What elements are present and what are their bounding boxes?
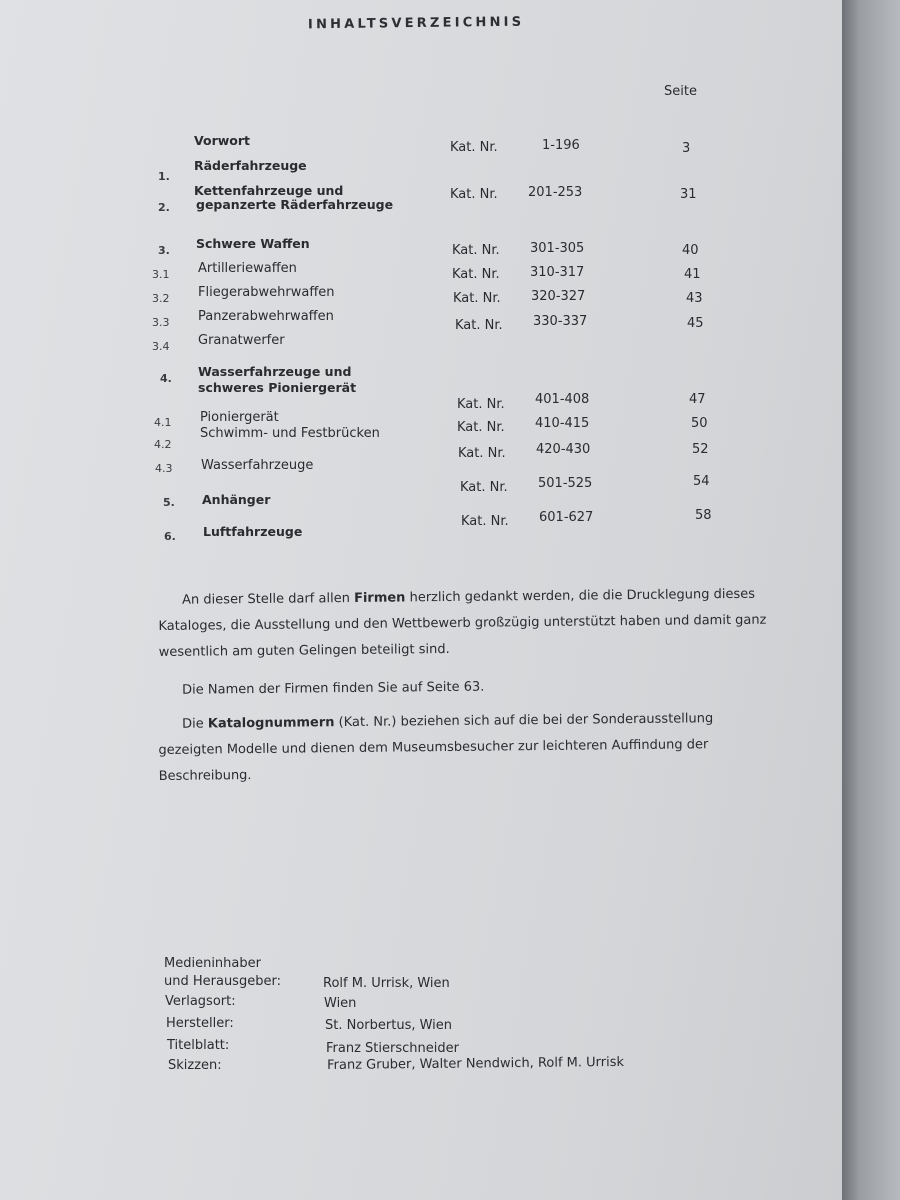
toc-kat: Kat. Nr. bbox=[455, 318, 503, 333]
toc-kat: Kat. Nr. bbox=[460, 480, 508, 495]
toc-page: 3 bbox=[682, 141, 691, 156]
toc-label: Räderfahrzeuge bbox=[194, 158, 307, 173]
thanks-text-bold: Firmen bbox=[353, 590, 406, 606]
toc-number: 3.3 bbox=[152, 316, 170, 329]
imprint-value: Rolf M. Urrisk, Wien bbox=[323, 976, 450, 991]
toc-page: 47 bbox=[689, 392, 706, 407]
catalog-text-bold: Katalognummern bbox=[207, 715, 335, 732]
toc-kat: Kat. Nr. bbox=[453, 291, 501, 306]
toc-number: 4. bbox=[160, 372, 172, 385]
toc-kat: Kat. Nr. bbox=[452, 267, 500, 282]
catalog-text-start: Die bbox=[182, 716, 208, 732]
toc-row-5 bbox=[0, 474, 842, 509]
toc-page: 50 bbox=[691, 416, 708, 431]
toc-label: Granatwerfer bbox=[198, 333, 285, 348]
toc-kat: Kat. Nr. bbox=[461, 514, 509, 529]
toc-range: 201-253 bbox=[528, 185, 583, 200]
page-edge-shadow bbox=[842, 0, 900, 1200]
toc-number: 2. bbox=[158, 201, 170, 214]
toc-label: Artilleriewaffen bbox=[198, 261, 297, 276]
imprint-label: und Herausgeber: bbox=[164, 974, 281, 989]
toc-page: 45 bbox=[687, 316, 704, 331]
toc-label-2: gepanzerte Räderfahrzeuge bbox=[196, 197, 394, 212]
toc-number: 4.2 bbox=[154, 438, 172, 451]
toc-row-6 bbox=[0, 508, 842, 543]
toc-page: 54 bbox=[693, 474, 710, 489]
toc-number: 4.3 bbox=[155, 462, 173, 475]
toc-label: Panzerabwehrwaffen bbox=[198, 309, 334, 324]
catalog-text-end: (Kat. Nr.) beziehen sich auf die bei der Sonderausstellung gezeigten Modelle und dienen dem Museumsbesucher zur leichteren Auffindung der Beschreibung. bbox=[158, 711, 714, 784]
toc-page: 31 bbox=[680, 187, 697, 202]
imprint-value: Franz Stierschneider bbox=[326, 1041, 459, 1056]
toc-number: 4.1 bbox=[154, 416, 172, 429]
toc-range: 330-337 bbox=[533, 314, 588, 329]
thanks-text-start: An dieser Stelle darf allen bbox=[182, 590, 355, 608]
toc-label-2: schweres Pioniergerät bbox=[198, 380, 357, 395]
toc-label: Schwimm- und Festbrücken bbox=[200, 426, 380, 441]
toc-page: 41 bbox=[684, 267, 701, 282]
toc-range: 410-415 bbox=[535, 416, 590, 431]
imprint-label: Hersteller: bbox=[166, 1016, 234, 1031]
toc-number: 3. bbox=[158, 244, 170, 257]
toc-label: Pioniergerät bbox=[200, 410, 279, 425]
catalog-numbers-paragraph bbox=[158, 706, 769, 790]
toc-number: 5. bbox=[163, 496, 175, 509]
toc-number: 6. bbox=[164, 530, 176, 543]
imprint-label: Medieninhaber bbox=[164, 956, 261, 971]
toc-row-2 bbox=[0, 183, 842, 214]
toc-number: 3.2 bbox=[152, 292, 170, 305]
toc-label: Luftfahrzeuge bbox=[203, 524, 303, 539]
thanks-text-end: herzlich gedankt werden, die die Drucklegung dieses Kataloges, die Ausstellung und den Wettbewerb großzügig unterstützt haben und damit ganz wesentlich am guten Gelingen beteiligt sind. bbox=[158, 586, 767, 660]
toc-page: 43 bbox=[686, 291, 703, 306]
firm-names-paragraph bbox=[158, 672, 768, 704]
toc-range: 301-305 bbox=[530, 241, 585, 256]
toc-range: 601-627 bbox=[539, 510, 594, 525]
toc-kat: Kat. Nr. bbox=[458, 446, 506, 461]
toc-range: 320-327 bbox=[531, 289, 586, 304]
toc-row-4-3 bbox=[0, 442, 842, 475]
thanks-paragraph bbox=[158, 582, 769, 666]
toc-kat: Kat. Nr. bbox=[450, 187, 498, 202]
toc-label: Wasserfahrzeuge und bbox=[198, 364, 352, 379]
toc-number: 1. bbox=[158, 170, 170, 183]
imprint-value: Wien bbox=[324, 996, 357, 1011]
page-title: INHALTSVERZEICHNIS bbox=[307, 14, 525, 33]
toc-number: 3.1 bbox=[152, 268, 170, 281]
imprint-value: St. Norbertus, Wien bbox=[325, 1018, 453, 1033]
toc-page: 52 bbox=[692, 442, 709, 457]
toc-kat: Kat. Nr. bbox=[457, 420, 505, 435]
toc-label: Kettenfahrzeuge und bbox=[194, 183, 344, 198]
firm-names-text: Die Namen der Firmen finden Sie auf Seite 63. bbox=[182, 679, 485, 698]
imprint-label: Verlagsort: bbox=[165, 994, 236, 1009]
page-column-header: Seite bbox=[664, 84, 697, 99]
toc-kat: Kat. Nr. bbox=[452, 243, 500, 258]
imprint-label: Titelblatt: bbox=[167, 1038, 230, 1053]
toc-label: Wasserfahrzeuge bbox=[201, 458, 314, 473]
toc-page: 40 bbox=[682, 243, 699, 258]
toc-label: Vorwort bbox=[194, 133, 251, 148]
toc-label: Schwere Waffen bbox=[196, 236, 310, 251]
toc-range: 501-525 bbox=[538, 476, 593, 491]
toc-row-4 bbox=[0, 362, 842, 395]
toc-label: Fliegerabwehrwaffen bbox=[198, 285, 335, 300]
toc-number: 3.4 bbox=[152, 340, 170, 353]
toc-range: 310-317 bbox=[530, 265, 585, 280]
toc-kat: Kat. Nr. bbox=[450, 140, 498, 155]
toc-kat: Kat. Nr. bbox=[457, 397, 505, 412]
imprint-value: Franz Gruber, Walter Nendwich, Rolf M. Urrisk bbox=[327, 1054, 625, 1073]
toc-range: 420-430 bbox=[536, 442, 591, 457]
imprint-label: Skizzen: bbox=[168, 1058, 222, 1073]
toc-page: 58 bbox=[695, 508, 712, 523]
toc-label: Anhänger bbox=[202, 492, 271, 507]
toc-range: 401-408 bbox=[535, 392, 590, 407]
toc-range: 1-196 bbox=[542, 138, 580, 153]
